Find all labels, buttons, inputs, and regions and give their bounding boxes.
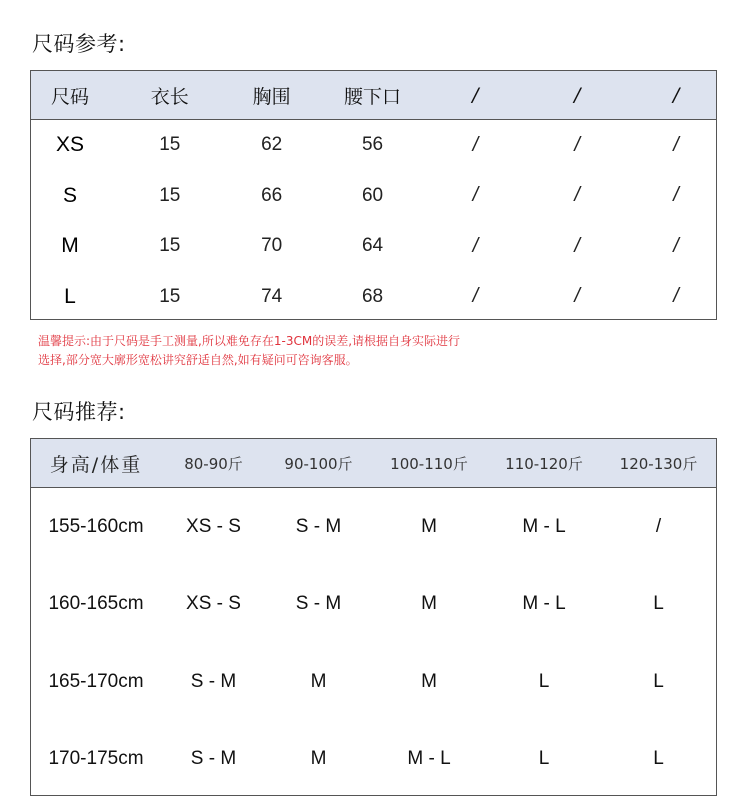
size-cell: M - L [522,593,566,615]
header-cell-blank: / [672,84,680,106]
table-row [31,221,716,272]
header-cell-blank: / [574,84,581,106]
value-cell: / [472,133,479,156]
height-cell: 165-170cm [48,670,144,692]
table-header-row [31,439,716,488]
value-cell: / [673,133,679,156]
table-row [31,272,716,323]
value-cell: 66 [261,184,283,206]
value-cell: / [673,285,679,308]
size-cell: L [653,670,664,692]
value-cell: 56 [361,134,384,156]
size-cell: XS [55,133,84,157]
size-cell: L [653,593,664,615]
value-cell: 70 [261,235,283,257]
size-cell: XS - S [186,593,241,615]
measurement-note [38,332,460,370]
header-cell-weight-range: 110-120斤 [505,454,583,473]
value-cell: / [574,133,580,156]
size-cell: M [61,234,79,258]
header-cell-weight-range: 100-110斤 [390,454,468,473]
size-cell: L [538,748,550,770]
table-row [31,120,716,171]
value-cell: / [472,285,479,308]
size-cell: L [538,670,550,692]
header-cell-height-weight: 身高/体重 [49,453,143,476]
size-cell: S - M [295,593,342,615]
size-cell: L [64,284,76,308]
size-recommendation-heading: 尺码推荐: [32,400,126,424]
header-cell-blank: / [472,84,479,106]
header-cell-weight-range: 80-90斤 [184,454,243,473]
size-cell: M [310,670,327,692]
size-cell: M - L [522,515,566,537]
header-cell-weight-range: 120-130斤 [619,454,698,473]
value-cell: / [472,234,479,257]
table-row [31,721,716,799]
size-reference-heading: 尺码参考: [32,32,126,56]
value-cell: 15 [159,184,181,206]
table-body [31,120,716,322]
size-cell: M - L [407,748,451,770]
value-cell: 60 [361,184,384,206]
header-cell-size: 尺码 [50,85,89,108]
value-cell: / [673,184,679,207]
header-cell-hem: 腰下口 [344,85,402,108]
size-cell: S - M [295,515,342,537]
value-cell: / [673,234,679,257]
size-cell: S [62,183,77,207]
value-cell: 15 [159,235,181,257]
value-cell: 64 [361,235,384,257]
height-cell: 160-165cm [48,593,144,615]
header-cell-weight-range: 90-100斤 [284,454,353,473]
table-row [31,643,716,721]
size-reference-table [30,70,717,320]
size-cell: XS - S [186,515,241,537]
header-cell-chest: 胸围 [252,85,291,108]
size-cell: S - M [190,670,237,692]
note-line: 选择,部分宽大廓形宽松讲究舒适自然,如有疑问可咨询客服。 [38,353,358,367]
size-cell: M [421,515,437,537]
note-line: 温馨提示:由于尺码是手工测量,所以难免存在1-3CM的误差,请根据自身实际进行 [38,334,461,348]
size-cell: M [421,593,437,615]
value-cell: 68 [361,285,384,307]
table-row [31,566,716,644]
height-cell: 170-175cm [48,748,144,770]
height-cell: 155-160cm [48,515,144,537]
size-cell: M [310,748,327,770]
table-row [31,171,716,222]
value-cell: 62 [261,134,283,156]
table-row [31,488,716,566]
header-cell-length: 衣长 [150,85,189,108]
value-cell: 15 [159,285,181,307]
value-cell: / [472,184,479,207]
value-cell: 74 [261,285,283,307]
size-cell: M [421,670,437,692]
value-cell: / [574,184,580,207]
size-cell: L [653,748,664,770]
value-cell: / [574,285,580,308]
value-cell: / [574,234,580,257]
size-cell: / [655,515,662,537]
table-body [31,488,716,798]
size-recommendation-table [30,438,717,796]
value-cell: 15 [159,134,181,156]
size-cell: S - M [190,748,237,770]
table-header-row [31,71,716,120]
